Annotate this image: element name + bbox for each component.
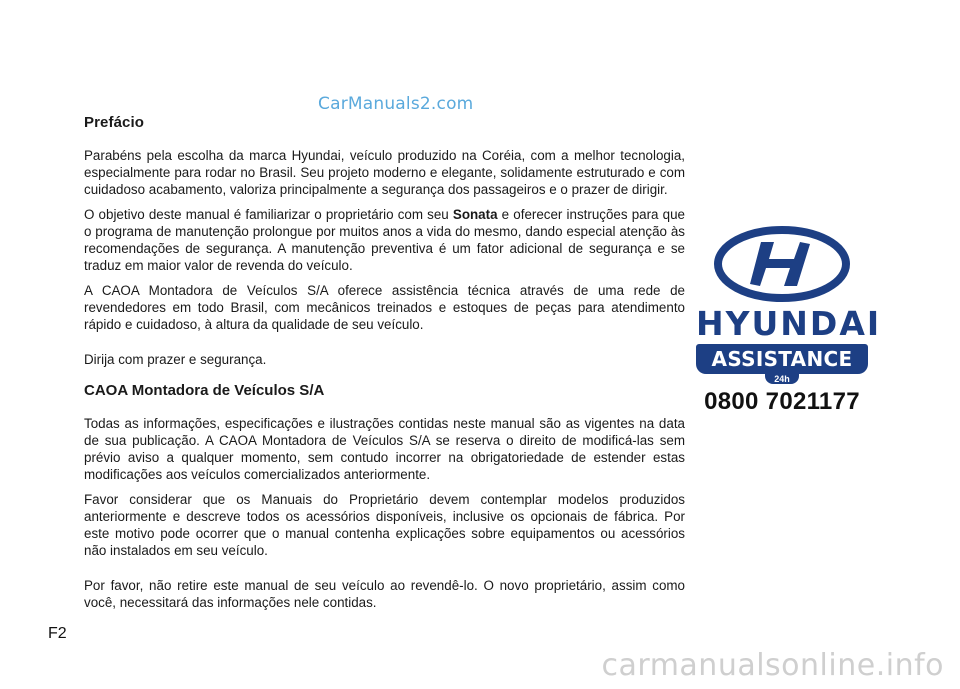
paragraph-intro: Parabéns pela escolha da marca Hyundai, veículo produzido na Coréia, com a melhor tecnologia, especialmente para rodar no Brasil. Seu projeto moderno e elegante, solidamente estruturado e com cuidadoso acabamento, valoriza principalmente a segurança dos passageiros e o prazer de dirigir. — [84, 148, 685, 197]
paragraph-models: Favor considerar que os Manuais do Proprietário devem contemplar modelos produzidos anteriormente e descreve todos os acessórios disponíveis, inclusive os opcionais de fábrica. Por este motivo pode ocorrer que o manual contenha explicações sobre equipamentos ou acessórios não instalados em seu veículo. — [84, 492, 685, 558]
paragraph-objective — [84, 206, 685, 274]
hyundai-oval-logo-icon — [714, 226, 850, 302]
watermark-top: CarManuals2.com — [318, 94, 474, 114]
objective-text-after: e oferecer instruções para que o programa de manutenção prolongue por muitos anos a vida do mesmo, dando especial atenção às recomendações de segurança. A manutenção preventiva é um fator adicional de segurança e se traduz em maior valor de revenda do veículo. — [84, 207, 685, 273]
watermark-bottom: carmanualsonline.info — [601, 648, 944, 683]
assistance-phone: 0800 7021177 — [704, 388, 860, 415]
paragraph-network: A CAOA Montadora de Veículos S/A oferece assistência técnica através de uma rede de revendedores em todo Brasil, com mecânicos treinados e estoques de peças para atendimento rápido e cuidadoso, à altura da qualidade de seu veículo. — [84, 283, 685, 332]
assistance-banner: ASSISTANCE — [696, 344, 868, 374]
objective-text-before: O objetivo deste manual é familiarizar o proprietário com seu — [84, 207, 453, 222]
model-name: Sonata — [452, 207, 498, 222]
company-heading: CAOA Montadora de Veículos S/A — [84, 382, 325, 399]
paragraph-keep-manual: Por favor, não retire este manual de seu veículo ao revendê-lo. O novo proprietário, assim como você, necessitará das informações nele contidas. — [84, 578, 685, 610]
24h-badge: 24h — [765, 374, 799, 384]
hyundai-assistance-logo — [696, 226, 882, 416]
preface-content — [84, 110, 685, 619]
paragraph-closing: Dirija com prazer e segurança. — [84, 352, 267, 367]
hyundai-wordmark: HYUNDAI — [696, 304, 882, 343]
paragraph-disclaimer: Todas as informações, especificações e ilustrações contidas neste manual são as vigentes na data de sua publicação. A CAOA Montadora de Veículos S/A se reserva o direito de modificá-las sem prévio aviso a qualquer momento, sem contudo incorrer na obrigatoriedade de estender estas modificações aos veículos comercializados anteriormente. — [84, 416, 685, 482]
page-title: Prefácio — [84, 114, 144, 131]
page-number: F2 — [48, 625, 67, 642]
